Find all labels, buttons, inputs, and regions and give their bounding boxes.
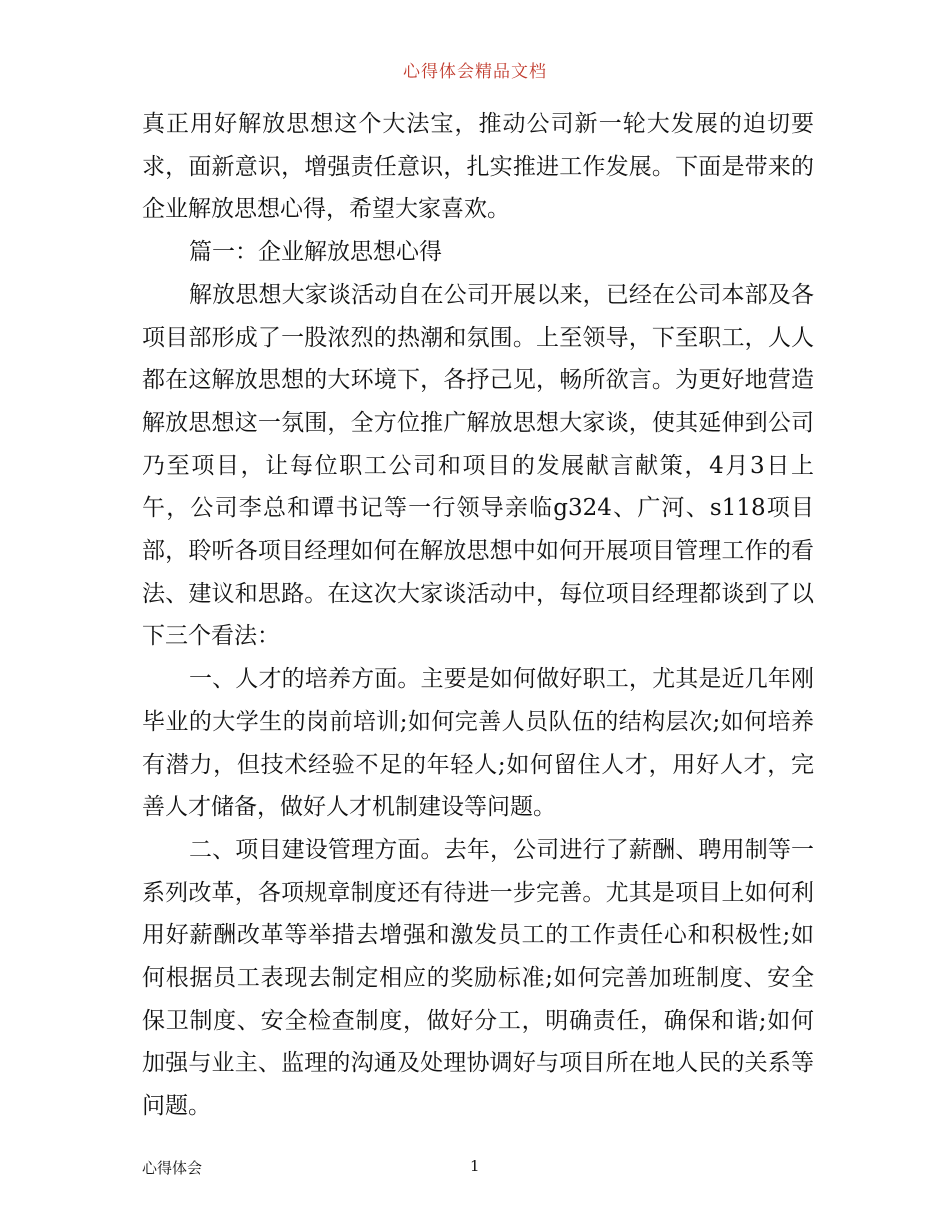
body-paragraph-1: 解放思想大家谈活动自在公司开展以来，已经在公司本部及各项目部形成了一股浓烈的热潮和氛围。上至领导，下至职工，人人都在这解放思想的大环境下，各抒己见，畅所欲言。为更好地营造解放思想这一氛围，全方位推广解放思想大家谈，使其延伸到公司乃至项目，让每位职工公司和项目的发展献言献策，4月3日上午，公司李总和谭书记等一行领导亲临g324、广河、s118项目部，聆听各项目经理如何在解放思想中如何开展项目管理工作的看法、建议和思路。在这次大家谈活动中，每位项目经理都谈到了以下三个看法： <box>142 281 814 650</box>
section-heading: 篇一：企业解放思想心得 <box>189 239 442 266</box>
intro-paragraph: 真正用好解放思想这个大法宝，推动公司新一轮大发展的迫切要求，面新意识，增强责任意识，扎实推进工作发展。下面是带来的企业解放思想心得，希望大家喜欢。 <box>142 111 814 223</box>
document-body <box>142 103 814 1128</box>
body-paragraph-2: 一、人才的培养方面。主要是如何做好职工，尤其是近几年刚毕业的大学生的岗前培训;如何完善人员队伍的结构层次;如何培养有潜力，但技术经验不足的年轻人;如何留住人才，用好人才，完善人才储备，做好人才机制建设等问题。 <box>142 666 814 821</box>
page-header-title: 心得体会精品文档 <box>403 62 547 82</box>
page-number: 1 <box>470 1157 480 1175</box>
footer-label: 心得体会 <box>142 1159 203 1177</box>
body-paragraph-3: 二、项目建设管理方面。去年，公司进行了薪酬、聘用制等一系列改革，各项规章制度还有待进一步完善。尤其是项目上如何利用好薪酬改革等举措去增强和激发员工的工作责任心和积极性;如何根据员工表现去制定相应的奖励标准;如何完善加班制度、安全保卫制度、安全检查制度，做好分工，明确责任，确保和谐;如何加强与业主、监理的沟通及处理协调好与项目所在地人民的关系等问题。 <box>142 836 814 1120</box>
